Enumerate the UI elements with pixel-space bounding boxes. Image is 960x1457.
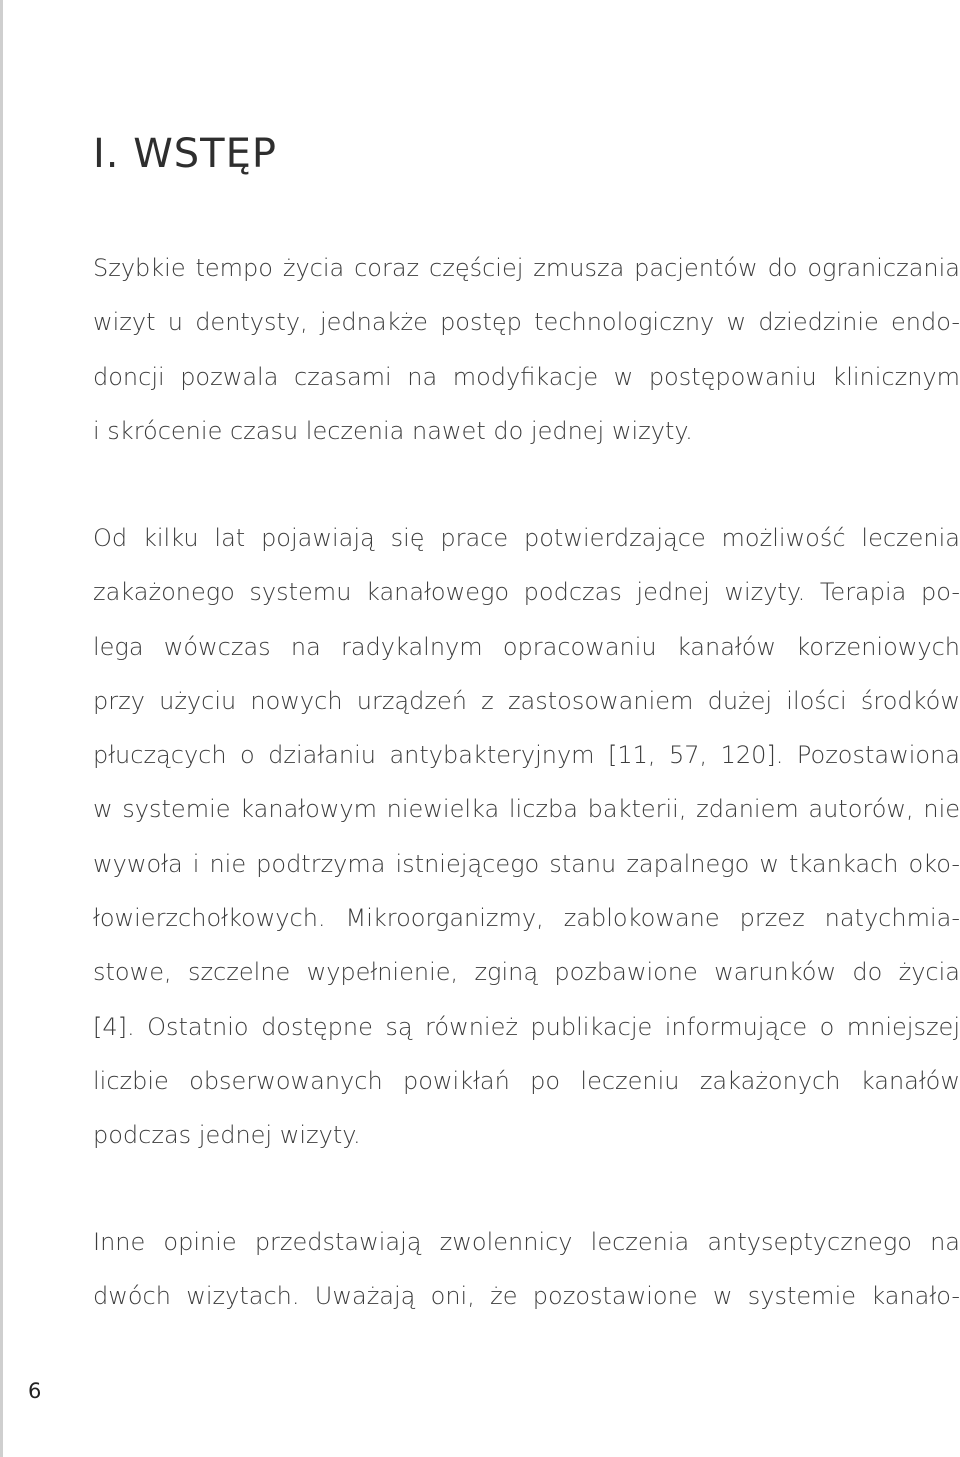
text-line: dwóch wizytach. Uważają oni, że pozostawione w systemie kanało- [93,1282,960,1311]
text-line: liczbie obserwowanych powikłań po leczeniu zakażonych kanałów [93,1066,960,1095]
text-line: stowe, szczelne wypełnienie, zginą pozbawione warunków do życia [93,958,960,987]
text-line: zakażonego systemu kanałowego podczas jednej wizyty. Terapia po- [93,578,960,607]
paragraph-3 [93,1215,960,1324]
section-heading: I. WSTĘP [93,131,277,177]
text-line: Inne opinie przedstawiają zwolennicy leczenia antyseptycznego na [93,1228,960,1256]
page-number: 6 [28,1379,42,1403]
text-line: przy użyciu nowych urządzeń z zastosowaniem dużej ilości środków [93,686,960,715]
text-line: w systemie kanałowym niewielka liczba bakterii, zdaniem autorów, nie [93,795,960,824]
text-line: lega wówczas na radykalnym opracowaniu kanałów korzeniowych [93,632,960,661]
paragraph-2 [93,511,960,1163]
text-line: doncji pozwala czasami na modyfikacje w postępowaniu klinicznym [93,362,960,391]
text-line: Szybkie tempo życia coraz częściej zmusza pacjentów do ograniczania [93,254,960,282]
text-line: wywoła i nie podtrzyma istniejącego stanu zapalnego w tkankach oko- [93,849,960,878]
text-line: podczas jednej wizyty. [93,1121,361,1150]
page-edge-rule [0,0,3,1457]
text-line: Od kilku lat pojawiają się prace potwierdzające możliwość leczenia [93,524,960,552]
text-line: wizyt u dentysty, jednakże postęp technologiczny w dziedzinie endo- [93,308,960,337]
text-line: płuczących o działaniu antybakteryjnym [11, 57, 120]. Pozostawiona [93,741,960,770]
text-line: łowierzchołkowych. Mikroorganizmy, zablokowane przez natychmia- [93,904,960,933]
text-line: i skrócenie czasu leczenia nawet do jednej wizyty. [93,416,693,445]
text-line: [4]. Ostatnio dostępne są również publikacje informujące o mniejszej [93,1012,960,1041]
paragraph-1 [93,241,960,458]
